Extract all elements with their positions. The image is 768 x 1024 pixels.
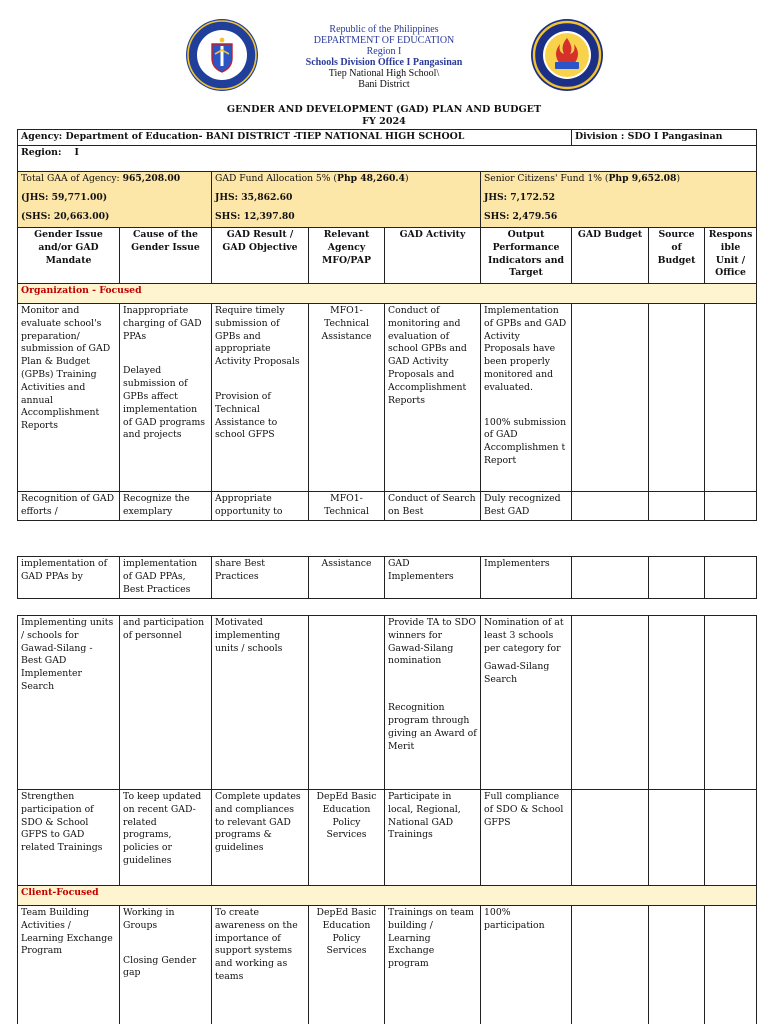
cell-responsible [705,557,757,599]
col-budget: GAD Budget [572,228,649,284]
cell-budget [572,492,649,521]
cell-activity: GAD Implementers [385,557,481,599]
cell-mfo: Assistance [309,557,385,599]
letterhead [250,24,518,90]
cell-result-a: Require timely submission of GPBs and appropriate Activity Proposals [215,305,300,368]
cell-budget [572,304,649,492]
letterhead-division: Schools Division Office I Pangasinan [305,57,463,68]
cell-budget [572,616,649,790]
section-row-organization [18,284,757,304]
cell-mfo: DepEd Basic Education Policy Services [309,790,385,886]
cell-cause: To keep updated on recent GAD-related programs, policies or guidelines [120,790,212,886]
col-responsible: Responsible Unit / Office [705,228,757,284]
col-result: GAD Result / GAD Objective [212,228,309,284]
cell-activity-a: Provide TA to SDO winners for Gawad-Silang nomination [388,617,477,667]
sdo-pangasinan-seal-icon [530,18,604,92]
cell-result: share Best Practices [212,557,309,599]
cell-source [649,790,705,886]
gaa-label: Total GAA of Agency: [21,173,120,184]
section-row-client [18,886,757,906]
region-value: I [74,147,79,158]
table-row [18,304,757,492]
cell-budget [572,557,649,599]
cell-mfo [309,616,385,790]
col-source: Source of Budget [649,228,705,284]
letterhead-district: Bani District [358,79,410,90]
section-client-focused: Client-Focused [18,886,757,906]
cell-activity [385,616,481,790]
cell-cause: implementation of GAD PPAs, Best Practices [120,557,212,599]
cell-issue: Strengthen participation of SDO & School GFPS to GAD related Trainings [18,790,120,886]
gad-plan-table [17,129,757,521]
gad-fund-shs: SHS: 12,397.80 [215,210,295,222]
senior-fund-jhs: JHS: 7,172.52 [484,191,556,203]
letterhead-republic: Republic of the Philippines [329,24,439,35]
senior-fund-shs: SHS: 2,479.56 [484,210,558,222]
senior-fund-label: Senior Citizens' Fund 1% ( [484,173,609,184]
cell-cause: and participation of personnel [120,616,212,790]
cell-output [481,304,572,492]
senior-fund-close: ) [676,173,681,184]
cell-issue: Team Building Activities / Learning Exchange Program [18,906,120,1024]
agency-label: Agency: Department of Education- BANI DISTRICT -TIEP NATIONAL HIGH SCHOOL [18,130,572,146]
cell-responsible [705,492,757,521]
letterhead-department: DEPARTMENT OF EDUCATION [313,35,455,46]
gaa-shs: (SHS: 20,663.00) [21,210,110,222]
cell-output: 100% participation [481,906,572,1024]
cell-issue: Monitor and evaluate school's preparation/ submission of GAD Plan & Budget (GPBs) Training Activities and annual Accomplishment Reports [18,304,120,492]
region-cell [18,146,757,172]
cell-budget [572,906,649,1024]
cell-cause [120,906,212,1024]
cell-source [649,557,705,599]
cell-result: To create awareness on the importance of support systems and working as teams [212,906,309,1024]
cell-responsible [705,790,757,886]
table-row [18,790,757,886]
cell-cause-b: Delayed submission of GPBs affect implementation of GAD programs and projects [123,365,206,441]
cell-responsible [705,304,757,492]
cell-activity-b: Recognition program through giving an Award of Merit [388,702,477,752]
cell-source [649,492,705,521]
cell-activity: Conduct of Search on Best [385,492,481,521]
cell-result: Appropriate opportunity to [212,492,309,521]
document-title [0,104,768,128]
cell-mfo: MFO1- Technical [309,492,385,521]
table-row [18,906,757,1024]
cell-cause-a: Inappropriate charging of GAD PPAs [123,305,202,342]
cell-source [649,616,705,790]
cell-cause [120,304,212,492]
cell-result: Motivated implementing units / schools [212,616,309,790]
cell-output: Duly recognized Best GAD [481,492,572,521]
cell-output-b: Gawad-Silang Search [484,661,550,686]
region-label: Region: [21,147,62,158]
letterhead-region: Region I [366,46,402,57]
gaa-value: 965,208.00 [122,173,181,184]
division-label: Division : SDO I Pangasinan [572,130,757,146]
senior-fund-cell [481,172,757,228]
gad-fund-close: ) [405,173,409,184]
agency-row [18,130,757,146]
cell-output-a: Nomination of at least 3 schools per category for [484,617,564,654]
cell-activity: Trainings on team building / Learning Exchange program [385,906,481,1024]
deped-seal-icon [185,18,259,92]
gaa-cell [18,172,212,228]
cell-result: Complete updates and compliances to relevant GAD programs & guidelines [212,790,309,886]
col-output: Output Performance Indicators and Target [481,228,572,284]
table-row [18,492,757,521]
gad-plan-table-page-2 [17,615,757,1024]
section-organization-focused: Organization - Focused [18,284,757,304]
cell-responsible [705,616,757,790]
cell-output-b: 100% submission of GAD Accomplishmen t Report [484,416,567,466]
cell-cause-b: Closing Gender gap [123,954,197,979]
budget-row [18,172,757,228]
cell-output: Full compliance of SDO & School GFPS [481,790,572,886]
cell-output: Implementers [481,557,572,599]
cell-budget [572,790,649,886]
cell-output [481,616,572,790]
gad-fund-jhs: JHS: 35,862.60 [215,191,293,203]
region-row [18,146,757,172]
title-line-2: FY 2024 [362,116,406,127]
letterhead-school: Tiep National High School\ [328,68,440,79]
cell-output-a: Implementation of GPBs and GAD Activity Proposals have been properly monitored and evaluated. [484,305,567,393]
cell-activity: Participate in local, Regional, National GAD Trainings [385,790,481,886]
cell-source [649,304,705,492]
cell-result [212,304,309,492]
cell-result-b: Provision of Technical Assistance to school GFPS [215,390,278,441]
gad-fund-value: Php 48,260.4 [337,173,405,184]
column-header-row [18,228,757,284]
cell-mfo: DepEd Basic Education Policy Services [309,906,385,1024]
gad-fund-cell [212,172,481,228]
col-mfo: Relevant Agency MFO/PAP [309,228,385,284]
cell-responsible [705,906,757,1024]
cell-cause: Recognize the exemplary [120,492,212,521]
gaa-jhs: (JHS: 59,771.00) [21,191,108,203]
senior-fund-value: Php 9,652.08 [608,173,677,184]
table-row [18,616,757,790]
gad-plan-table-continued [17,556,757,599]
table-row [18,557,757,599]
col-activity: GAD Activity [385,228,481,284]
col-gender-issue: Gender Issue and/or GAD Mandate [18,228,120,284]
cell-mfo: MFO1- Technical Assistance [309,304,385,492]
cell-source [649,906,705,1024]
cell-cause-a: Working in Groups [123,907,175,931]
cell-issue: Recognition of GAD efforts / [18,492,120,521]
col-cause: Cause of the Gender Issue [120,228,212,284]
cell-activity: Conduct of monitoring and evaluation of school GPBs and GAD Activity Proposals and Accomplishment Reports [385,304,481,492]
cell-issue: Implementing units / schools for Gawad-Silang - Best GAD Implementer Search [18,616,120,790]
title-line-1: GENDER AND DEVELOPMENT (GAD) PLAN AND BUDGET [226,104,542,115]
cell-issue: implementation of GAD PPAs by [18,557,120,599]
gad-fund-label: GAD Fund Allocation 5% ( [215,173,338,184]
